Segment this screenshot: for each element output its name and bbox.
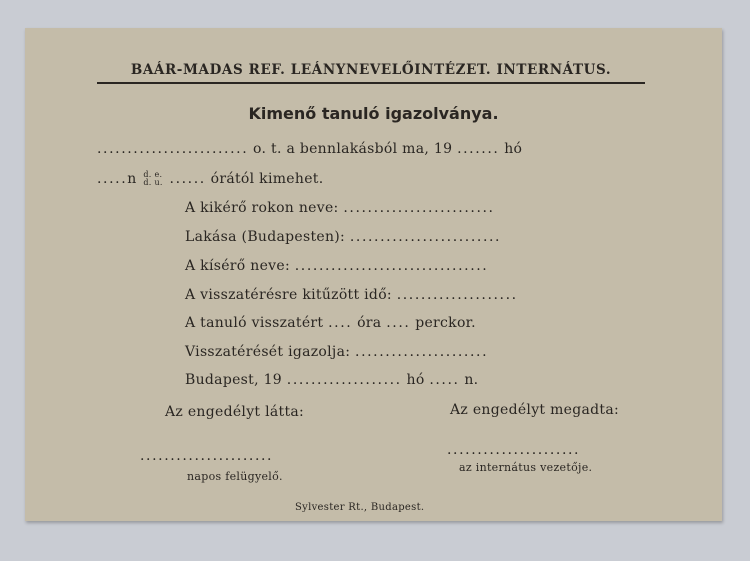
sig-left-label: Az engedélyt látta:	[165, 404, 305, 420]
month-label: hó	[504, 141, 523, 157]
sig-left-caption: napos felügyelő.	[187, 470, 283, 483]
sig-left-blank: ......................	[140, 448, 274, 464]
line-leave-time	[97, 171, 323, 187]
sig-right-caption: az internátus vezetője.	[459, 461, 593, 474]
leave-text: o. t. a bennlakásból ma, 19	[253, 141, 453, 157]
line-returned-at	[185, 315, 476, 331]
blank-month: .......	[457, 141, 500, 157]
field-return-deadline	[185, 287, 518, 303]
document-title: Kimenő tanuló igazolványa.	[248, 104, 499, 123]
field-blank: ......................	[355, 344, 489, 360]
header-rule	[97, 82, 645, 84]
field-blank: .........................	[343, 200, 495, 216]
permit-card	[25, 28, 722, 521]
institution-header: BAÁR-MADAS REF. LEÁNYNEVELŐINTÉZET. INTERNÁTUS.	[130, 62, 612, 78]
field-blank: ................................	[294, 258, 489, 274]
field-address	[185, 229, 501, 245]
field-blank: .........................	[349, 229, 502, 245]
am-label: d. e.	[143, 170, 163, 179]
blank-day: .....	[97, 171, 128, 187]
returned-label: A tanuló visszatért	[185, 315, 324, 331]
line-date	[185, 372, 478, 388]
blank-hour: ......	[169, 171, 206, 187]
minute-label: perckor.	[415, 315, 476, 331]
day-suffix: n	[127, 171, 137, 187]
line-leave-date	[97, 141, 522, 157]
pm-label: d. u.	[143, 178, 163, 187]
am-pm-marker	[143, 171, 162, 187]
field-label: A visszatérésre kitűzött idő:	[185, 287, 392, 303]
month-label: hó	[406, 372, 425, 388]
printer-imprint: Sylvester Rt., Budapest.	[295, 502, 425, 513]
city-year: Budapest, 19	[185, 372, 282, 388]
sig-right-blank: ......................	[447, 442, 581, 458]
field-label: A kísérő neve:	[185, 258, 290, 274]
blank-name: .........................	[97, 141, 249, 157]
blank-hour: ....	[328, 315, 353, 331]
blank-month: ...................	[286, 372, 402, 388]
field-blank: ....................	[396, 287, 518, 303]
blank-minute: ....	[386, 315, 411, 331]
field-return-verified	[185, 344, 488, 360]
field-label: A kikérő rokon neve:	[185, 200, 339, 216]
field-escort-name	[185, 258, 488, 274]
field-label: Lakása (Budapesten):	[185, 229, 346, 245]
field-label: Visszatérését igazolja:	[185, 344, 351, 360]
field-relative-name	[185, 200, 495, 216]
hour-label: óra	[357, 315, 382, 331]
day-label: n.	[464, 372, 479, 388]
sig-right-label: Az engedélyt megadta:	[450, 402, 620, 418]
blank-day: .....	[429, 372, 460, 388]
leave-time-text: órától kimehet.	[210, 171, 324, 187]
